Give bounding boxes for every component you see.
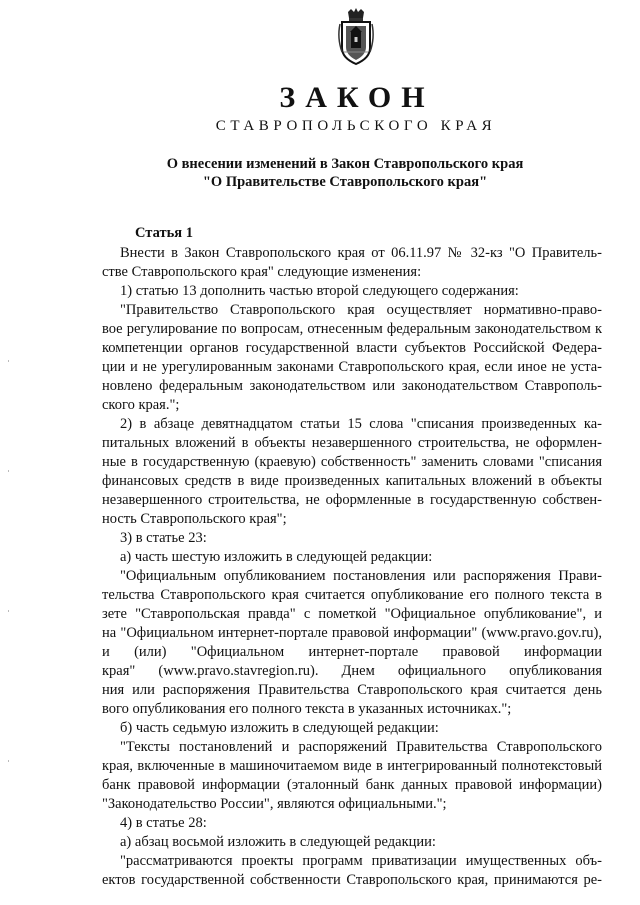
body-line: а) часть шестую изложить в следующей редакции:: [120, 549, 433, 565]
article-heading: Статья 1: [135, 225, 193, 241]
body-line: вое регулирование по вопросам, отнесенным федеральным законодательством к: [102, 321, 602, 337]
body-line: "Правительство Ставропольского края осуществляет нормативно-право-: [120, 302, 602, 318]
body-line: банк правовой информации (эталонный банк данных правовой информации): [102, 777, 602, 793]
law-heading-line-2: "О Правительстве Ставропольского края": [202, 174, 488, 190]
body-line: зете "Ставропольская правда" с пометкой "Официальное опубликование", и: [102, 606, 602, 622]
scan-speck: [8, 760, 9, 762]
body-line: питальных вложений в объекты незавершенного строительства, не оформлен-: [102, 435, 602, 451]
body-line: 2) в абзаце девятнадцатом статьи 15 слова "списания произведенных ка-: [120, 416, 602, 432]
body-line: на "Официальном интернет-портале правовой информации" (www.pravo.gov.ru),: [102, 625, 602, 641]
body-line: а) абзац восьмой изложить в следующей редакции:: [120, 834, 436, 850]
body-line: "Законодательство России", являются официальными.";: [102, 796, 447, 812]
body-line: тельства Ставропольского края считается опубликование его полного текста в: [102, 587, 602, 603]
body-line: ния или распоряжения Правительства Ставропольского края считается день: [102, 682, 602, 698]
body-line: Внести в Закон Ставропольского края от 06.11.97 № 32-кз "О Правитель-: [120, 245, 602, 261]
body-line: ность Ставропольского края";: [102, 511, 287, 527]
scan-speck: [8, 470, 9, 472]
body-line: 3) в статье 23:: [120, 530, 207, 546]
body-line: "Официальным опубликованием постановления или распоряжения Прави-: [120, 568, 602, 584]
body-line: вого опубликования его полного текста в указанных источниках.";: [102, 701, 512, 717]
coat-of-arms-icon: [336, 8, 376, 66]
body-line: края, включенные в машиночитаемом виде в интегрированный полнотекстовый: [102, 758, 602, 774]
body-line: "рассматриваются проекты программ приватизации имущественных объ-: [120, 853, 602, 869]
body-line: ные в государственную (краевую) собственность" заменить словами "списания: [102, 454, 602, 470]
scan-speck: [8, 610, 9, 612]
body-line: 4) в статье 28:: [120, 815, 207, 831]
body-line: ского края.";: [102, 397, 180, 413]
document-subtitle: СТАВРОПОЛЬСКОГО КРАЯ: [215, 118, 497, 134]
body-line: стве Ставропольского края" следующие изменения:: [102, 264, 422, 280]
body-line: б) часть седьмую изложить в следующей редакции:: [120, 720, 439, 736]
scan-speck: [8, 360, 9, 362]
body-line: 1) статью 13 дополнить частью второй следующего содержания:: [120, 283, 519, 299]
body-line: незавершенного строительства, не оформленные в государственную собствен-: [102, 492, 602, 508]
body-line: края" (www.pravo.stavregion.ru). Днем официального опубликования: [102, 663, 602, 679]
body-line: новлено федеральным законодательством или законодательством Ставрополь-: [102, 378, 602, 394]
body-line: ции и не урегулированным законами Ставропольского края, если иное не уста-: [102, 359, 602, 375]
law-heading-line-1: О внесении изменений в Закон Ставропольского края: [166, 156, 524, 172]
document-title: ЗАКОН: [279, 81, 435, 114]
body-line: "Тексты постановлений и распоряжений Правительства Ставропольского: [120, 739, 602, 755]
body-line: финансовых средств в виде произведенных капитальных вложений в объекты: [102, 473, 602, 489]
body-line: и (или) "Официальном интернет-портале правовой информации: [102, 644, 602, 660]
body-line: ектов государственной собственности Ставропольского края, принимаются ре-: [102, 872, 602, 888]
body-line: компетенции органов государственной власти субъектов Российской Федера-: [102, 340, 602, 356]
